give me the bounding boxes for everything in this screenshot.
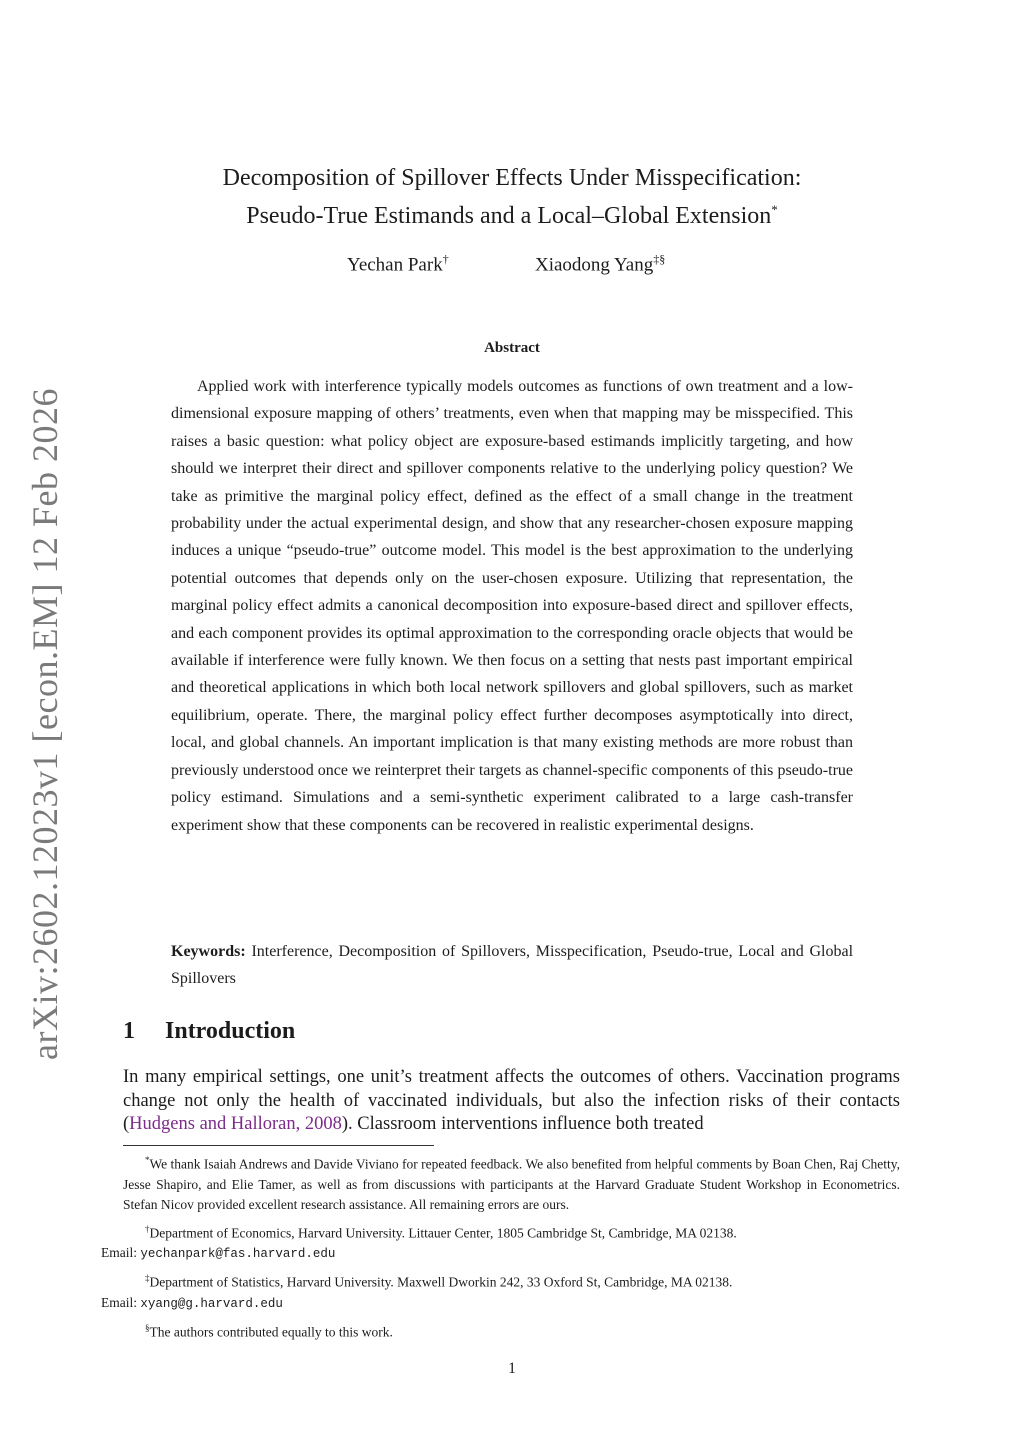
email-link-author-1[interactable]: yechanpark@fas.harvard.edu	[140, 1247, 336, 1261]
title-line-2: Pseudo-True Estimands and a Local–Global Extension*	[246, 202, 778, 229]
arxiv-identifier: arXiv:2602.12023v1 [econ.EM] 12 Feb 2026	[25, 388, 65, 1060]
keywords-label: Keywords:	[171, 943, 246, 960]
footnote-equal-contribution: §The authors contributed equally to this work.	[145, 1322, 393, 1339]
keywords	[171, 938, 853, 992]
title-footnote-mark: *	[771, 202, 778, 217]
citation-link[interactable]: Hudgens and Halloran, 2008	[129, 1114, 342, 1134]
section-heading-introduction	[123, 1018, 295, 1045]
footnote-author-1: †Department of Economics, Harvard University. Littauer Center, 1805 Cambridge St, Cambridge, MA 02138. Email: yechanpark@fas.harvard.edu	[101, 1223, 737, 1261]
footnote-author-2: ‡Department of Statistics, Harvard University. Maxwell Dworkin 242, 33 Oxford St, Cambridge, MA 02138. Email: xyang@g.harvard.edu	[101, 1273, 733, 1311]
footnote-divider	[123, 1145, 434, 1146]
footnote-acknowledgments: *We thank Isaiah Andrews and Davide Viviano for repeated feedback. We also benefited from helpful comments by Boan Chen, Raj Chetty, Jesse Shapiro, and Elie Tamer, as well as from discussions with participants at the Harvard Graduate Student Workshop in Econometrics. Stefan Nicov provided excellent research assistance. All remaining errors are ours.	[123, 1155, 900, 1212]
section-number: 1	[123, 1018, 135, 1044]
footnotes	[101, 1150, 900, 1346]
title-line-1: Decomposition of Spillover Effects Under Misspecification:	[222, 165, 802, 191]
keywords-list: Interference, Decomposition of Spillovers, Misspecification, Pseudo-true, Local and Global Spillovers	[171, 943, 854, 987]
abstract-body: Applied work with interference typically models outcomes as functions of own treatment and a low-dimensional exposure mapping of others’ treatments, even when that mapping may be misspecified. This raises a basic question: what policy object are exposure-based estimands implicitly targeting, and how should we interpret their direct and spillover components relative to the underlying policy question? We take as primitive the marginal policy effect, defined as the effect of a small change in the treatment probability under the actual experimental design, and show that any researcher-chosen exposure mapping induces a unique “pseudo-true” outcome model. This model is the best approximation to the underlying potential outcomes that depends only on the user-chosen exposure. Utilizing that representation, the marginal policy effect admits a canonical decomposition into exposure-based direct and spillover effects, and each component provides its optimal approximation to the corresponding oracle objects that would be available if interference were fully known. We then focus on a setting that nests past important empirical and theoretical applications in which both local network spillovers and global spillovers, such as market equilibrium, operate. There, the marginal policy effect further decomposes asymptotically into direct, local, and global channels. An important implication is that many existing methods are more robust than previously understood once we reinterpret their targets as channel-specific components of this pseudo-true policy estimand. Simulations and a semi-synthetic experiment calibrated to a large cash-transfer experiment show that these components can be recovered in realistic experimental designs.	[171, 378, 853, 834]
email-link-author-2[interactable]: xyang@g.harvard.edu	[140, 1296, 283, 1311]
section-title: Introduction	[165, 1018, 296, 1044]
abstract-heading: Abstract	[484, 340, 540, 356]
author-2: Xiaodong Yang‡§	[535, 252, 666, 276]
paper-title	[0, 163, 1024, 232]
page-number: 1	[508, 1360, 516, 1377]
introduction-paragraph: In many empirical settings, one unit’s treatment affects the outcomes of others. Vaccination programs change not only the health of vaccinated individuals, but also the infection risks of their contacts (Hudgens and Halloran, 2008). Classroom interventions influence both treated	[123, 1067, 900, 1134]
author-1: Yechan Park†	[347, 252, 449, 276]
